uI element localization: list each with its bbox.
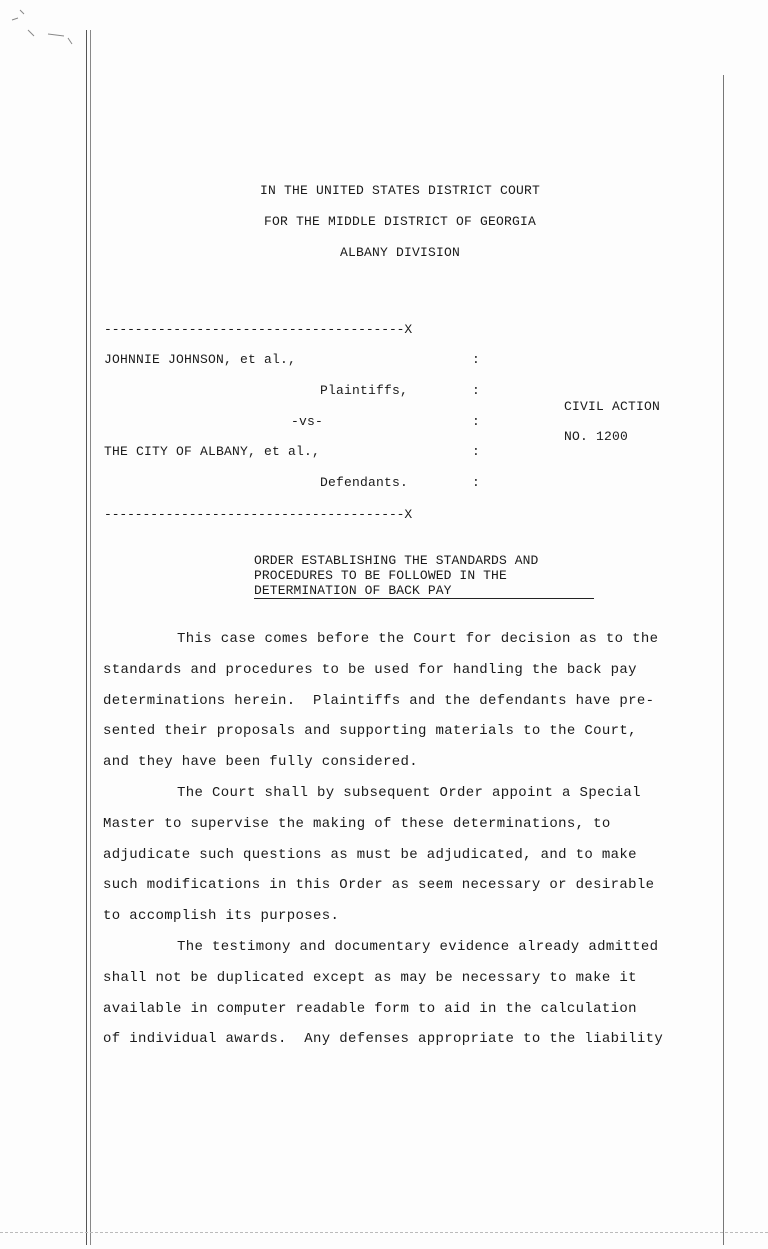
order-title-line-2: PROCEDURES TO BE FOLLOWED IN THE: [254, 568, 507, 583]
caption-separator-bottom: ---------------------------------------X: [104, 507, 413, 522]
order-body: [103, 624, 713, 1055]
body-line: sented their proposals and supporting materials to the Court,: [103, 723, 637, 740]
versus-label: -vs-: [291, 414, 324, 429]
body-line: and they have been fully considered.: [103, 754, 419, 771]
body-line: of individual awards. Any defenses appropriate to the liability: [103, 1031, 664, 1048]
defendant-name: THE CITY OF ALBANY, et al.,: [104, 444, 321, 459]
caption-colon: :: [472, 414, 480, 429]
body-line: Master to supervise the making of these determinations, to: [103, 815, 611, 832]
caption-colon: :: [472, 444, 480, 459]
body-line: standards and procedures to be used for handling the back pay: [103, 661, 637, 678]
margin-rule-left: [86, 30, 87, 1245]
court-heading-division: ALBANY DIVISION: [339, 245, 461, 260]
caption-colon: :: [472, 352, 480, 367]
body-line: The Court shall by subsequent Order appoint a Special: [177, 784, 641, 801]
plaintiff-role: Plaintiffs,: [320, 383, 409, 398]
case-number: NO. 1200: [564, 429, 629, 444]
margin-rule-left-inner: [90, 30, 91, 1245]
defendant-role: Defendants.: [320, 475, 409, 490]
court-heading-line-2: FOR THE MIDDLE DISTRICT OF GEORGIA: [263, 214, 537, 229]
order-title-line-3: DETERMINATION OF BACK PAY: [254, 583, 594, 599]
order-title: [254, 553, 594, 599]
body-line: available in computer readable form to aid in the calculation: [103, 1000, 637, 1017]
order-title-line-1: ORDER ESTABLISHING THE STANDARDS AND: [254, 553, 539, 568]
paragraph-2: [103, 778, 713, 932]
caption-separator-top: ---------------------------------------X: [104, 322, 413, 337]
body-line: such modifications in this Order as seem necessary or desirable: [103, 877, 655, 894]
scan-smudge-mark: [8, 8, 78, 48]
court-heading-line-1: IN THE UNITED STATES DISTRICT COURT: [259, 183, 541, 198]
body-line: determinations herein. Plaintiffs and the defendants have pre-: [103, 692, 655, 709]
paragraph-1: [103, 624, 713, 778]
caption-colon: :: [472, 383, 480, 398]
body-line: This case comes before the Court for decision as to the: [177, 631, 659, 647]
body-line: to accomplish its purposes.: [103, 908, 340, 925]
body-line: The testimony and documentary evidence already admitted: [177, 938, 659, 955]
civil-action-label: CIVIL ACTION: [564, 399, 661, 414]
plaintiff-name: JOHNNIE JOHNSON, et al.,: [104, 352, 297, 367]
scan-bottom-noise: [0, 1232, 768, 1234]
paragraph-3: [103, 932, 713, 1055]
caption-colon: :: [472, 475, 480, 490]
body-line: adjudicate such questions as must be adjudicated, and to make: [103, 846, 637, 863]
body-line: shall not be duplicated except as may be necessary to make it: [103, 969, 637, 986]
